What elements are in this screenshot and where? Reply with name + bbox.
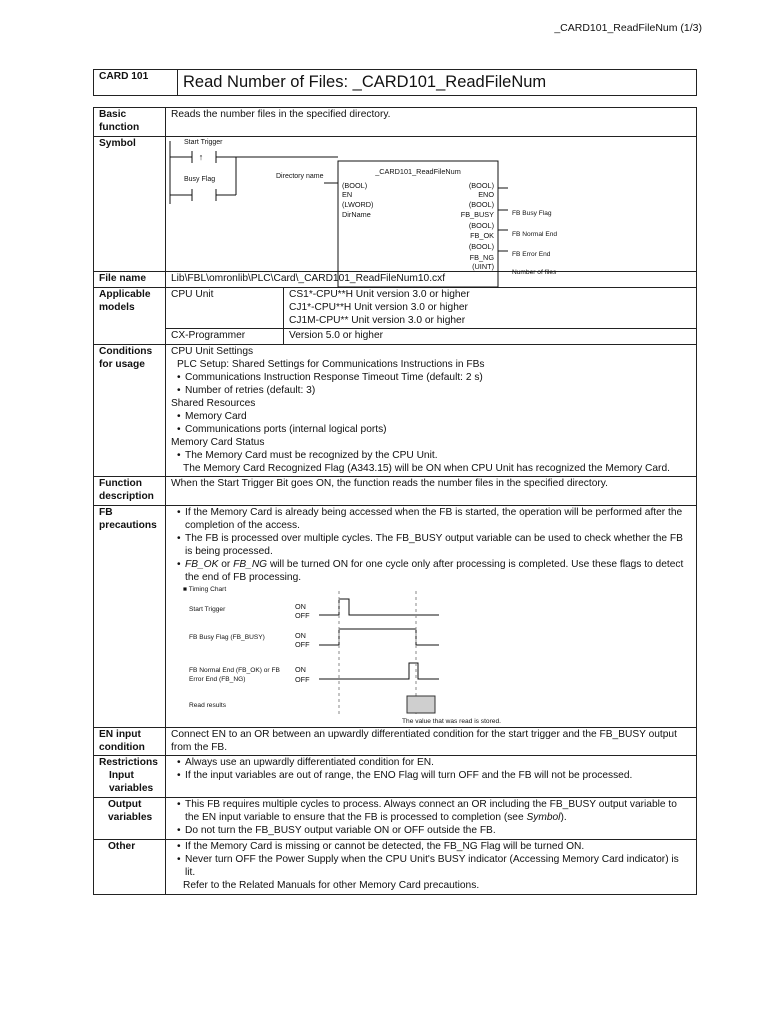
svg-text:OFF: OFF — [295, 639, 310, 649]
cpu-unit-label: CPU Unit — [166, 288, 284, 329]
ng-out-label: FB Error End — [512, 250, 551, 258]
svg-text:OFF: OFF — [295, 674, 310, 684]
svg-text:EN: EN — [342, 189, 353, 199]
fb-name: _CARD101_ReadFileNum — [375, 166, 461, 176]
spec-table: Basic function Reads the number files in the specified directory. Symbol Start Trigger Busy Flag Directory name ↑ _CARD101_ReadFileNum (BOOL) EN (LWORD) DirName (BOOL) ENO (BOOL) FB_BUSY (BOOL) FB_OK (BOOL) FB_NG (UINT) FB Busy Flag FB Normal End FB Error End Number of files File name Lib\FBL\omronlib\PLC\Card\_CARD101_ReadFileNum10.cxf Applicable models CPU Unit CS1*-CPU**H Unit version 3.0 or higher CJ1*-CPU**H Unit version 3.0 or higher CJ1M-CPU** Unit version 3.0 or higher CX-Programmer Version 5.0 or higher Conditions for usage CPU Unit Settings PLC Setup: Shared Settings for Communications Instructions in FBs • Communications Instruction Response Timeout Time (default: 2 s) • Number of retries (default: 3) Shared Resources • Memory Card • Communications ports (internal logical ports) Memory Card Status • The Memory Card must be recognized by the CPU Unit. The Memory Card Recognized Flag (A343.15) will be ON when CPU Unit has recognized the Memory Card. Function description When the Start Trigger Bit goes ON, the function reads the number files in the specified directory. FB precautions • If the Memory Card is already being accessed when the FB is started, the operation will be performed after the completion of the access. • The FB is processed over multiple cycles. The FB_BUSY output variable can be used to check whether the FB is being processed. • FB_OK or FB_NG will be turned ON for one cycle only after processing is completed. Use these flags to detect the end of FB processing. ■ Timing Chart Start Trigger FB Busy Flag (FB_BUSY) FB Normal End (FB_OK) or FB Error End (FB_NG) Read results The value that was read is stored. ON OFF ON OFF ON OFF EN input condition Connect EN to an OR between an upwardly differentiated condition for the start trigger and the FB_BUSY output from the FB. Restrictions Input variables • Always use an upwardly differentiated condition for EN. • If the input variables are out of range, the ENO Flag will turn OFF and the FB will not be processed. Output variables • This FB requires multiple cycles to process. Always connect an OR including the FB_BUSY output variable to the EN input variable to ensure that the FB is processed to completion (see Symbol). • Do not turn the FB_BUSY output variable ON or OFF outside the FB. Other • If the Memory Card is missing or cannot be detected, the FB_NG Flag will be turned ON. • Never turn OFF the Power Supply when the CPU Unit's BUSY indicator (Accessing Memory Card indicator) is lit. Refer to the Related Manuals for other Memory Card precautions. — [93, 107, 697, 895]
svg-text:ON: ON — [295, 601, 306, 611]
function-text: When the Start Trigger Bit goes ON, the function reads the number files in the specified directory. — [166, 477, 697, 506]
cpu-model-line: CJ1M-CPU** Unit version 3.0 or higher — [289, 314, 466, 326]
basic-text: Reads the number files in the specified directory. — [166, 108, 697, 137]
title-table — [93, 69, 697, 96]
page-title: Read Number of Files: _CARD101_ReadFileNum — [178, 70, 697, 96]
input-variables-label: Input variables — [109, 770, 154, 795]
basic-label: Basic function — [94, 108, 166, 137]
cpu-model-line: CS1*-CPU**H Unit version 3.0 or higher — [289, 288, 470, 300]
output-variables-label: Output variables — [94, 798, 166, 840]
svg-text:(LWORD): (LWORD) — [342, 199, 374, 209]
restrictions-label: Restrictions — [99, 757, 158, 769]
dir-name-label: Directory name — [276, 172, 324, 180]
stored-note: The value that was read is stored. — [402, 717, 501, 725]
svg-text:(UINT): (UINT) — [472, 261, 494, 271]
svg-text:ON: ON — [295, 630, 306, 640]
file-name-text: Lib\FBL\omronlib\PLC\Card\_CARD101_ReadFileNum10.cxf — [166, 271, 697, 287]
cx-value: Version 5.0 or higher — [284, 329, 697, 344]
svg-text:FB_NG: FB_NG — [469, 252, 494, 262]
cx-label: CX-Programmer — [166, 329, 284, 344]
symbol-label: Symbol — [94, 136, 166, 271]
cpu-model-line: CJ1*-CPU**H Unit version 3.0 or higher — [289, 301, 468, 313]
conditions-text: CPU Unit Settings PLC Setup: Shared Settings for Communications Instructions in FBs • Communications Instruction Response Timeout Time (default: 2 s) • Number of retries (default: 3) Shared Resources • Memory Card • Communications ports (internal logical ports) Memory Card Status • The Memory Card must be recognized by the CPU Unit. The Memory Card Recognized Flag (A343.15) will be ON when CPU Unit has recognized the Memory Card. — [166, 345, 697, 477]
svg-text:ON: ON — [295, 664, 306, 674]
page-header: _CARD101_ReadFileNum (1/3) — [554, 22, 702, 34]
card-label: CARD 101 — [94, 70, 178, 96]
svg-text:ENO: ENO — [478, 189, 494, 199]
start-trigger-label: Start Trigger — [184, 138, 223, 146]
svg-text:(BOOL): (BOOL) — [468, 220, 494, 230]
num-out-label: Number of files — [512, 268, 557, 276]
svg-text:Error End (FB_NG): Error End (FB_NG) — [189, 675, 246, 683]
svg-text:Start Trigger: Start Trigger — [189, 605, 226, 613]
up-arrow-icon: ↑ — [198, 151, 204, 162]
en-input-text: Connect EN to an OR between an upwardly differentiated condition for the start trigger and the FB_BUSY output from the FB. — [166, 727, 697, 756]
busy-flag-label: Busy Flag — [184, 175, 216, 183]
timing-chart — [171, 585, 691, 727]
symbol-diagram — [166, 137, 686, 276]
svg-text:FB_BUSY: FB_BUSY — [460, 209, 494, 219]
svg-text:(BOOL): (BOOL) — [342, 180, 368, 190]
timing-title: ■ Timing Chart — [183, 585, 227, 593]
other-label: Other — [94, 839, 166, 894]
svg-text:DirName: DirName — [342, 209, 371, 219]
en-input-label: EN input condition — [94, 727, 166, 756]
function-label: Function description — [94, 477, 166, 506]
svg-text:(BOOL): (BOOL) — [468, 180, 494, 190]
svg-text:Read results: Read results — [189, 701, 227, 709]
precautions-text: • If the Memory Card is already being accessed when the FB is started, the operation will be performed after the completion of the access. • The FB is processed over multiple cycles. The FB_BUSY output variable can be used to check whether the FB is being processed. • FB_OK or FB_NG will be turned ON for one cycle only after processing is completed. Use these flags to detect the end of FB processing. ■ Timing Chart Start Trigger FB Busy Flag (FB_BUSY) FB Normal End (FB_OK) or FB Error End (FB_NG) Read results The value that was read is stored. ON OFF ON OFF ON OFF — [166, 506, 697, 727]
svg-text:FB Normal End (FB_OK) or FB: FB Normal End (FB_OK) or FB — [189, 666, 280, 674]
svg-text:OFF: OFF — [295, 610, 310, 620]
svg-text:(BOOL): (BOOL) — [468, 199, 494, 209]
svg-text:FB_OK: FB_OK — [470, 230, 494, 240]
models-label: Applicable models — [94, 287, 166, 345]
conditions-label: Conditions for usage — [94, 345, 166, 477]
svg-text:(BOOL): (BOOL) — [468, 241, 494, 251]
file-name-label: File name — [94, 271, 166, 287]
precautions-label: FB precautions — [94, 506, 166, 727]
svg-text:FB Busy Flag (FB_BUSY): FB Busy Flag (FB_BUSY) — [189, 633, 265, 641]
busy-out-label: FB Busy Flag — [512, 209, 552, 217]
ok-out-label: FB Normal End — [512, 230, 558, 238]
